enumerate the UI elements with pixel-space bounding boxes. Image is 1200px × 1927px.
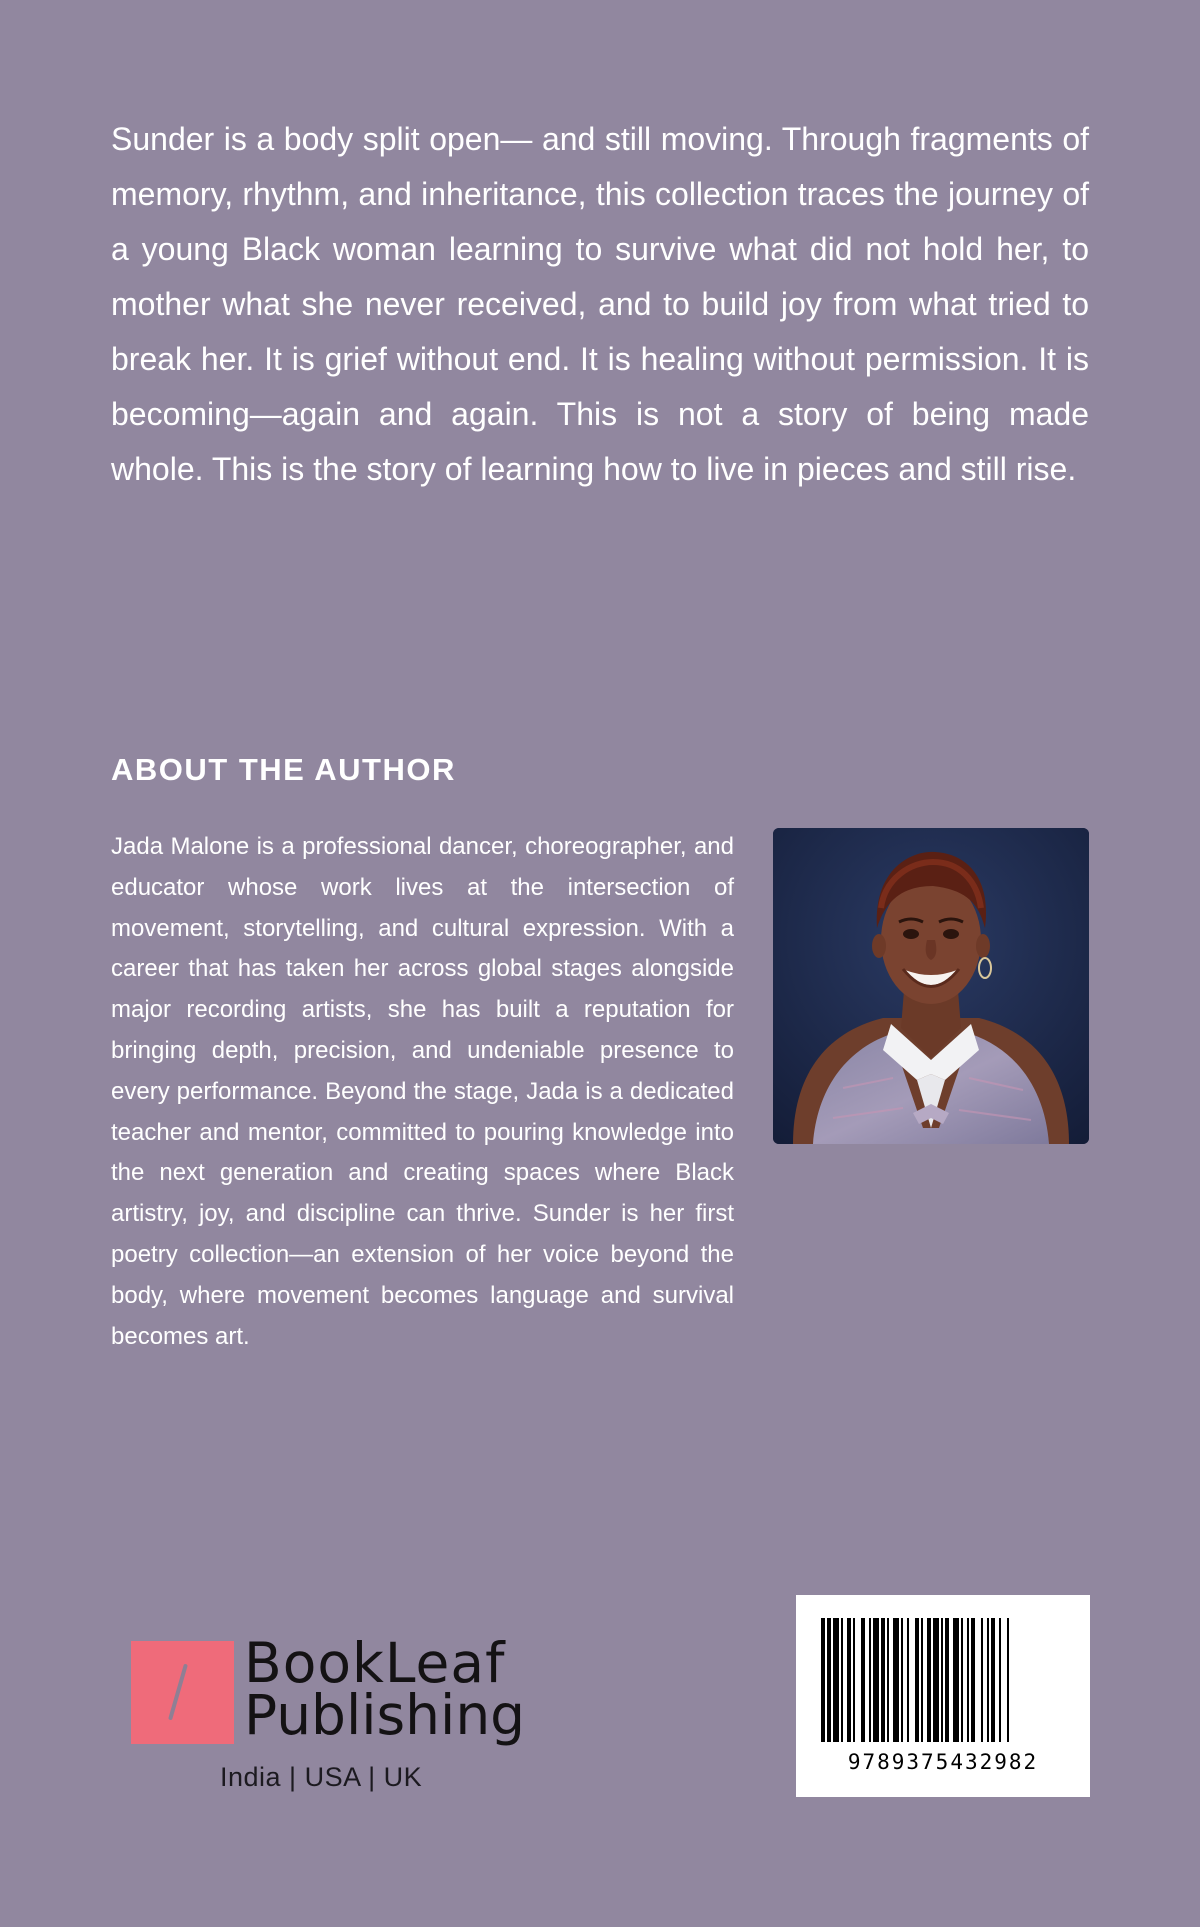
publisher-name-line1: BookLeaf (244, 1631, 506, 1695)
bookleaf-logo-mark (131, 1641, 234, 1744)
back-cover-blurb: Sunder is a body split open— and still moving. Through fragments of memory, rhythm, and inheritance, this collection traces the journey of a young Black woman learning to survive what did not hold her, to mother what she never received, and to build joy from what tried to break her. It is grief without end. It is healing without permission. It is becoming—again and again. This is not a story of being made whole. This is the story of learning how to live in pieces and still rise. (111, 121, 1089, 487)
barcode-bar (833, 1618, 839, 1742)
barcode-bar (921, 1618, 923, 1742)
barcode-bar (869, 1618, 871, 1742)
publisher-logo (130, 1631, 530, 1796)
barcode-bar (967, 1618, 969, 1742)
publisher-name-line2: Publishing (244, 1683, 526, 1747)
barcode-bar (945, 1618, 949, 1742)
barcode-bar (987, 1618, 989, 1742)
logo-slash-icon (168, 1664, 188, 1721)
barcode-bar (841, 1618, 843, 1742)
publisher-locations: India | USA | UK (220, 1762, 423, 1792)
about-author-heading: ABOUT THE AUTHOR (111, 752, 456, 787)
isbn-number: 9789375432982 (847, 1750, 1039, 1774)
barcode-bar (853, 1618, 855, 1742)
barcode-bar (999, 1618, 1001, 1742)
barcode-bars (821, 1618, 1065, 1742)
barcode-bar (991, 1618, 995, 1742)
barcode-bar (1007, 1618, 1009, 1742)
author-bio: Jada Malone is a professional dancer, choreographer, and educator whose work lives at the intersection of movement, storytelling, and cultural expression. With a career that has taken her across global stages alongside major recording artists, she has built a reputation for bringing depth, precision, and undeniable presence to every performance. Beyond the stage, Jada is a dedicated teacher and mentor, committed to pouring knowledge into the next generation and creating spaces where Black artistry, joy, and discipline can thrive. Sunder is her first poetry collection—an extension of her voice beyond the body, where movement becomes language and survival becomes art. (111, 833, 734, 1350)
barcode-bar (873, 1618, 879, 1742)
barcode-bar (827, 1618, 831, 1742)
barcode-bar (901, 1618, 903, 1742)
barcode-bar (893, 1618, 899, 1742)
barcode-bar (981, 1618, 983, 1742)
author-photo (773, 828, 1089, 1144)
barcode-bar (961, 1618, 963, 1742)
barcode-bar (821, 1618, 825, 1742)
barcode-bar (953, 1618, 959, 1742)
barcode-bar (971, 1618, 975, 1742)
barcode-bar (927, 1618, 931, 1742)
barcode-bar (847, 1618, 851, 1742)
barcode-bar (907, 1618, 909, 1742)
barcode-bar (881, 1618, 885, 1742)
barcode-bar (941, 1618, 943, 1742)
barcode-bar (915, 1618, 919, 1742)
barcode-bar (933, 1618, 939, 1742)
barcode-bar (887, 1618, 889, 1742)
isbn-barcode (796, 1595, 1090, 1797)
barcode-bar (861, 1618, 865, 1742)
